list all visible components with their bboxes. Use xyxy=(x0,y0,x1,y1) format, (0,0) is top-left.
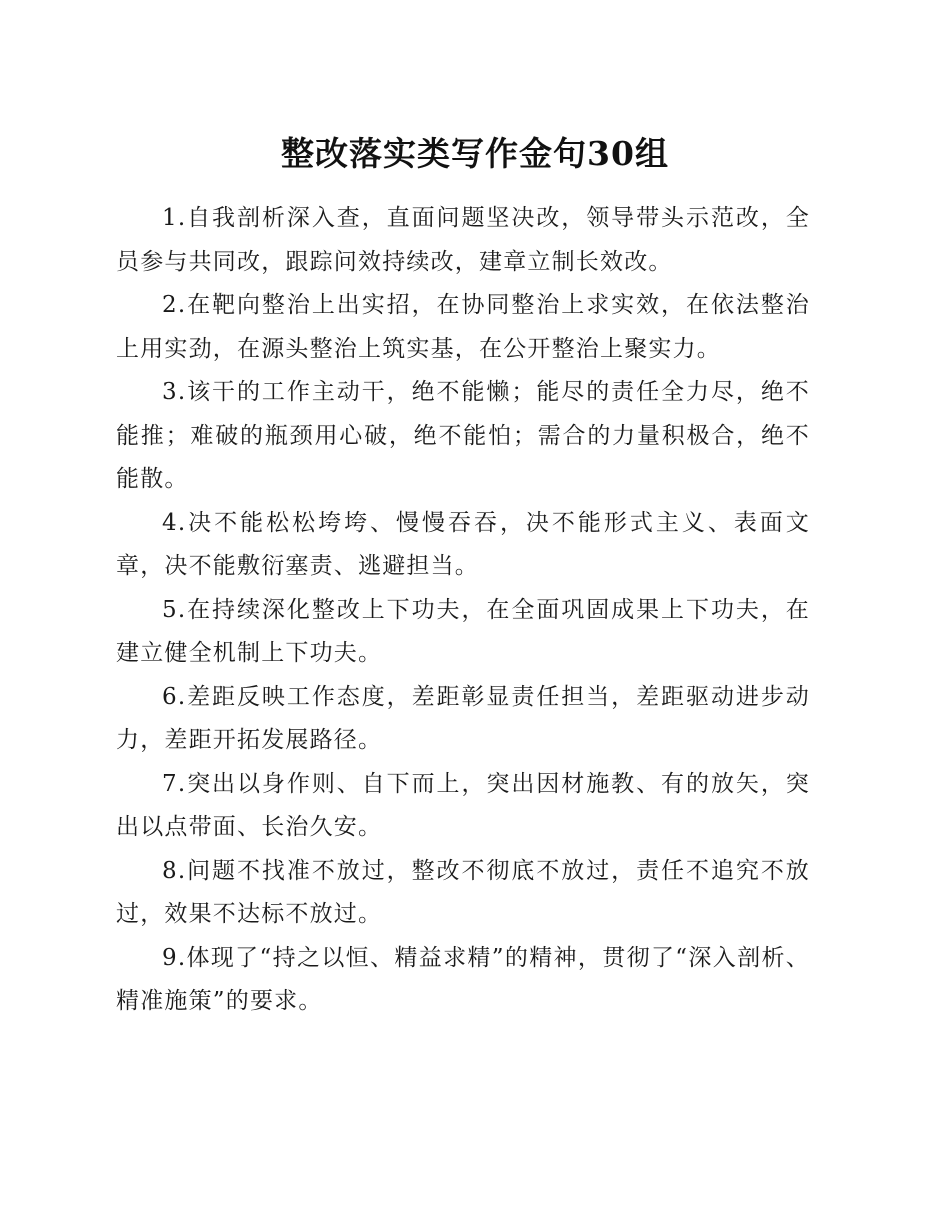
document-body xyxy=(116,197,810,1024)
paragraph-1: 1.自我剖析深入查，直面问题坚决改，领导带头示范改，全员参与共同改，跟踪问效持续改，建章立制长效改。 xyxy=(116,205,810,275)
document-title: 整改落实类写作金句30组 xyxy=(281,134,669,173)
paragraph-7: 7.突出以身作则、自下而上，突出因材施教、有的放矢，突出以点带面、长治久安。 xyxy=(116,770,810,840)
paragraph-2: 2.在靶向整治上出实招，在协同整治上求实效，在依法整治上用实劲，在源头整治上筑实基，在公开整治上聚实力。 xyxy=(116,292,810,362)
paragraph-3: 3.该干的工作主动干，绝不能懒；能尽的责任全力尽，绝不能推；难破的瓶颈用心破，绝不能怕；需合的力量积极合，绝不能散。 xyxy=(116,379,810,492)
paragraph-6: 6.差距反映工作态度，差距彰显责任担当，差距驱动进步动力，差距开拓发展路径。 xyxy=(116,683,810,753)
paragraph-8: 8.问题不找准不放过，整改不彻底不放过，责任不追究不放过，效果不达标不放过。 xyxy=(116,857,810,927)
paragraph-4: 4.决不能松松垮垮、慢慢吞吞，决不能形式主义、表面文章，决不能敷衍塞责、逃避担当。 xyxy=(116,509,810,579)
paragraph-9: 9.体现了“持之以恒、精益求精”的精神，贯彻了“深入剖析、精准施策”的要求。 xyxy=(116,944,810,1014)
paragraph-5: 5.在持续深化整改上下功夫，在全面巩固成果上下功夫，在建立健全机制上下功夫。 xyxy=(116,596,810,666)
